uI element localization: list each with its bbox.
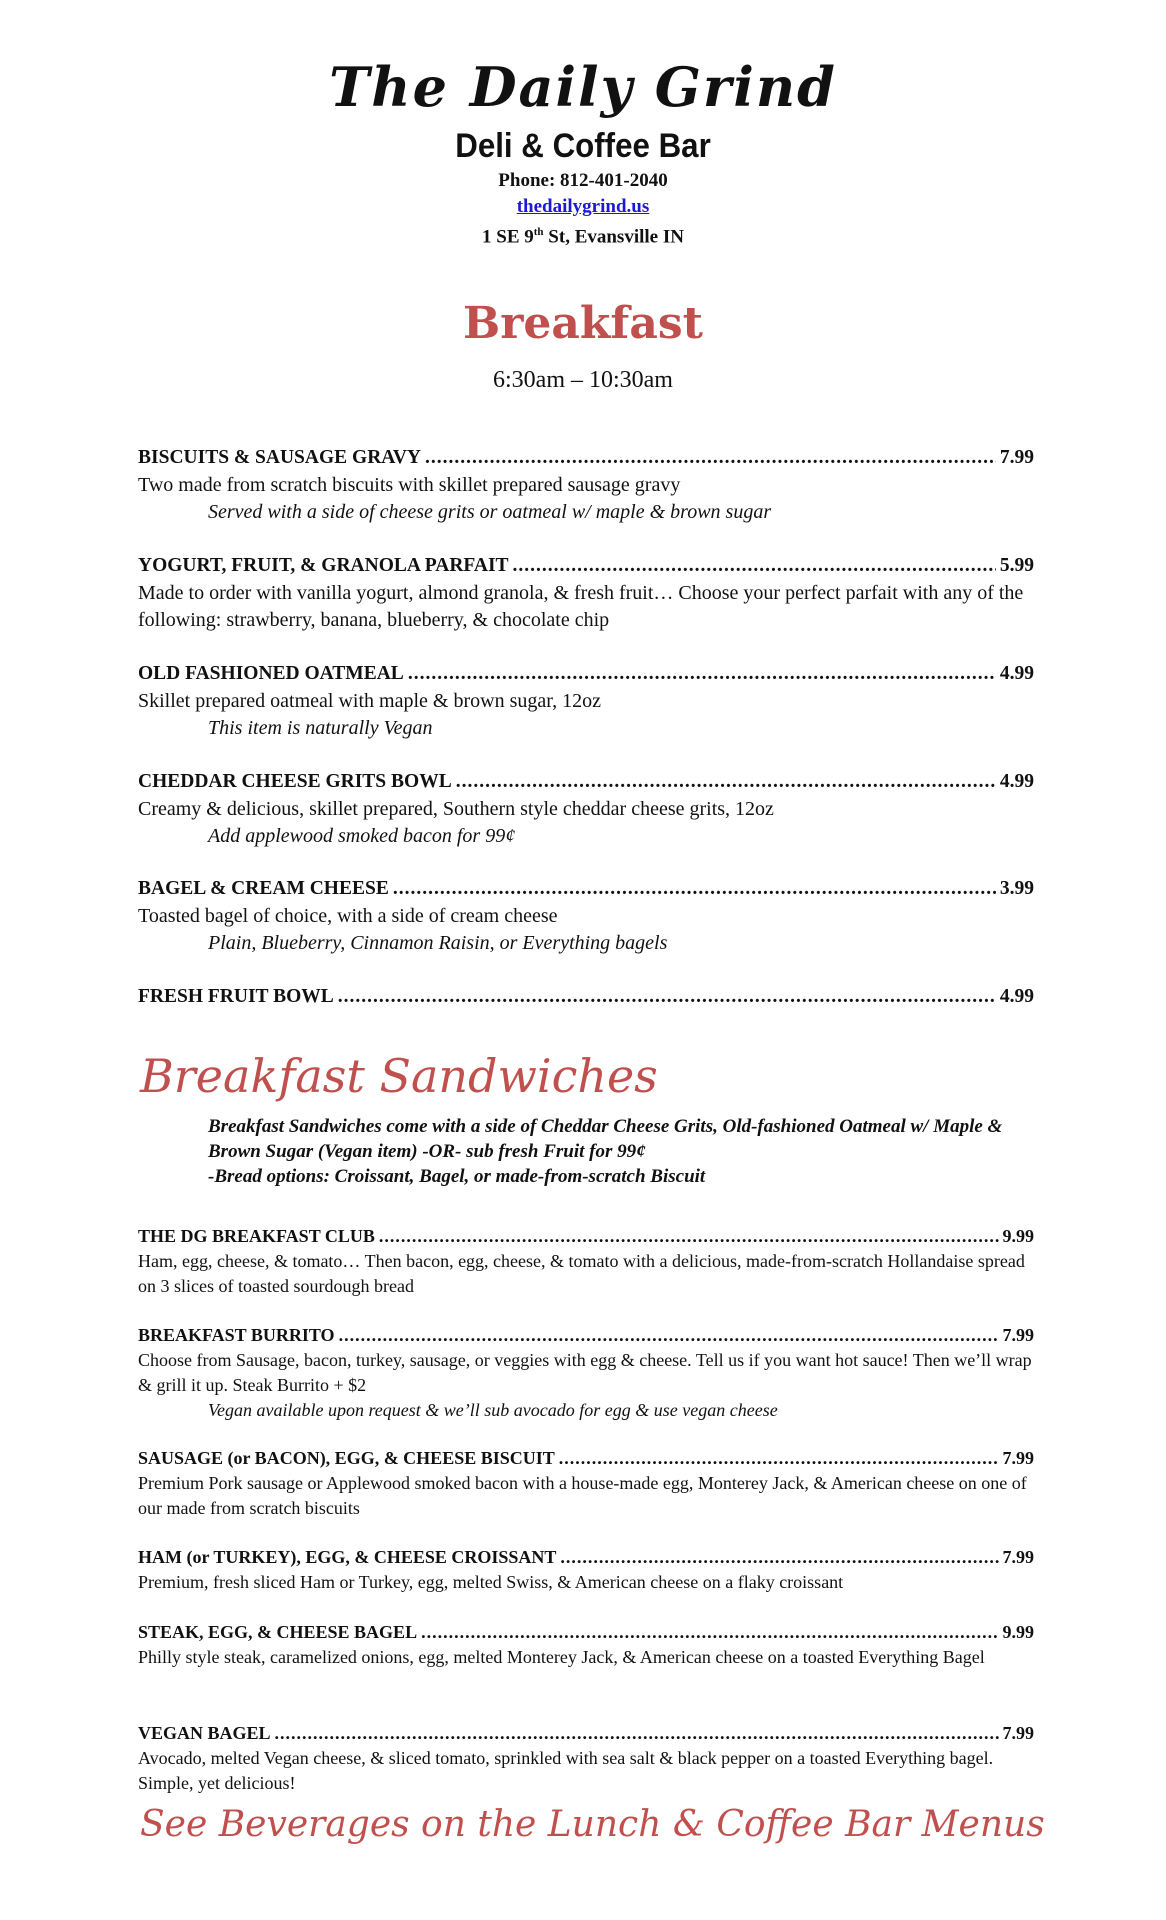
- item-name: FRESH FRUIT BOWL: [138, 986, 334, 1007]
- dot-leader: [513, 552, 996, 580]
- sandwiches-intro: [208, 1114, 1038, 1189]
- item-name: SAUSAGE (or BACON), EGG, & CHEESE BISCUIT: [138, 1448, 555, 1468]
- item-price: 7.99: [1002, 1448, 1034, 1468]
- menu-item: [138, 1545, 1034, 1595]
- item-note: Vegan available upon request & we’ll sub avocado for egg & use vegan cheese: [208, 1400, 778, 1420]
- item-description: Choose from Sausage, bacon, turkey, sausage, or veggies with egg & cheese. Tell us if you want hot sauce! Then we’ll wrap & grill it up. Steak Burrito + $2: [138, 1350, 1032, 1395]
- menu-item: [138, 660, 1034, 742]
- dot-leader: [338, 983, 996, 1011]
- item-price: 7.99: [1002, 1547, 1034, 1567]
- phone-number: Phone: 812-401-2040: [498, 170, 668, 191]
- address-suffix: St, Evansville IN: [543, 226, 684, 248]
- menu-item: [138, 1446, 1034, 1521]
- sandwiches-title: Breakfast Sandwiches: [140, 1049, 658, 1103]
- item-description: Philly style steak, caramelized onions, egg, melted Monterey Jack, & American cheese on a toasted Everything Bagel: [138, 1647, 985, 1667]
- menu-item: [138, 983, 1034, 1011]
- item-price: 3.99: [999, 878, 1034, 899]
- item-name: CHEDDAR CHEESE GRITS BOWL: [138, 771, 452, 792]
- menu-item: [138, 1721, 1034, 1796]
- item-name: OLD FASHIONED OATMEAL: [138, 663, 404, 684]
- menu-item: [138, 1224, 1034, 1299]
- item-name: VEGAN BAGEL: [138, 1723, 271, 1743]
- item-price: 7.99: [1002, 1723, 1034, 1743]
- item-price: 9.99: [1002, 1226, 1034, 1246]
- dot-leader: [456, 768, 996, 796]
- item-name: BISCUITS & SAUSAGE GRAVY: [138, 447, 422, 468]
- item-price: 7.99: [999, 447, 1034, 468]
- item-price: 5.99: [999, 555, 1034, 576]
- breakfast-title: Breakfast: [463, 298, 703, 349]
- menu-item: [138, 875, 1034, 957]
- sandwiches-intro-text: Breakfast Sandwiches come with a side of Cheddar Cheese Grits, Old-fashioned Oatmeal w/ Maple & Brown Sugar (Vegan item) -OR- sub fresh Fruit for 99¢: [208, 1116, 1003, 1162]
- dot-leader: [425, 444, 996, 472]
- dot-leader: [560, 1545, 998, 1570]
- dot-leader: [339, 1323, 999, 1348]
- website-line: [0, 194, 1166, 220]
- item-note: This item is naturally Vegan: [208, 717, 433, 739]
- address-prefix: 1 SE 9: [482, 226, 534, 248]
- item-description: Premium, fresh sliced Ham or Turkey, egg, melted Swiss, & American cheese on a flaky croissant: [138, 1572, 844, 1592]
- menu-item: [138, 768, 1034, 850]
- address-sup: th: [533, 226, 544, 238]
- item-name: STEAK, EGG, & CHEESE BAGEL: [138, 1622, 418, 1642]
- item-description: Creamy & delicious, skillet prepared, Southern style cheddar cheese grits, 12oz: [138, 798, 774, 820]
- item-description: Skillet prepared oatmeal with maple & brown sugar, 12oz: [138, 690, 601, 712]
- item-description: Premium Pork sausage or Applewood smoked bacon with a house-made egg, Monterey Jack, & American cheese on one of our made from scratch biscuits: [138, 1473, 1027, 1518]
- dot-leader: [559, 1446, 999, 1471]
- item-description: Avocado, melted Vegan cheese, & sliced tomato, sprinkled with sea salt & black pepper on a toasted Everything bagel. Simple, yet delicious!: [138, 1748, 994, 1793]
- dot-leader: [393, 875, 996, 903]
- dot-leader: [421, 1620, 998, 1645]
- dot-leader: [408, 660, 996, 688]
- dot-leader: [275, 1721, 999, 1746]
- item-description: Two made from scratch biscuits with skillet prepared sausage gravy: [138, 474, 681, 496]
- brand-title: The Daily Grind: [329, 55, 837, 119]
- bread-options: -Bread options: Croissant, Bagel, or made-from-scratch Biscuit: [208, 1166, 706, 1187]
- item-note: Served with a side of cheese grits or oatmeal w/ maple & brown sugar: [208, 501, 772, 523]
- menu-item: [138, 1620, 1034, 1670]
- item-name: BAGEL & CREAM CHEESE: [138, 878, 389, 899]
- brand-subtitle: Deli & Coffee Bar: [455, 127, 711, 165]
- beverages-note: See Beverages on the Lunch & Coffee Bar Menus: [140, 1804, 1045, 1845]
- item-price: 4.99: [999, 663, 1034, 684]
- item-description: Toasted bagel of choice, with a side of cream cheese: [138, 905, 558, 927]
- website-link[interactable]: thedailygrind.us: [516, 196, 650, 217]
- menu-item: [138, 1323, 1034, 1423]
- item-name: THE DG BREAKFAST CLUB: [138, 1226, 375, 1246]
- item-description: Ham, egg, cheese, & tomato… Then bacon, egg, cheese, & tomato with a delicious, made-from-scratch Hollandaise spread on 3 slices of toasted sourdough bread: [138, 1251, 1025, 1296]
- menu-item: [138, 444, 1034, 526]
- item-note: Add applewood smoked bacon for 99¢: [208, 825, 516, 847]
- item-price: 4.99: [999, 771, 1034, 792]
- item-name: YOGURT, FRUIT, & GRANOLA PARFAIT: [138, 555, 509, 576]
- address: [0, 219, 1166, 250]
- item-description: Made to order with vanilla yogurt, almond granola, & fresh fruit… Choose your perfect parfait with any of the following: strawberry, banana, blueberry, & chocolate chip: [138, 582, 1024, 631]
- item-price: 7.99: [1002, 1325, 1034, 1345]
- item-price: 9.99: [1002, 1622, 1034, 1642]
- item-price: 4.99: [999, 986, 1034, 1007]
- menu-item: [138, 552, 1034, 634]
- breakfast-hours: 6:30am – 10:30am: [493, 367, 673, 393]
- item-note: Plain, Blueberry, Cinnamon Raisin, or Everything bagels: [208, 932, 668, 954]
- dot-leader: [379, 1224, 999, 1249]
- item-name: HAM (or TURKEY), EGG, & CHEESE CROISSANT: [138, 1547, 557, 1567]
- item-name: BREAKFAST BURRITO: [138, 1325, 335, 1345]
